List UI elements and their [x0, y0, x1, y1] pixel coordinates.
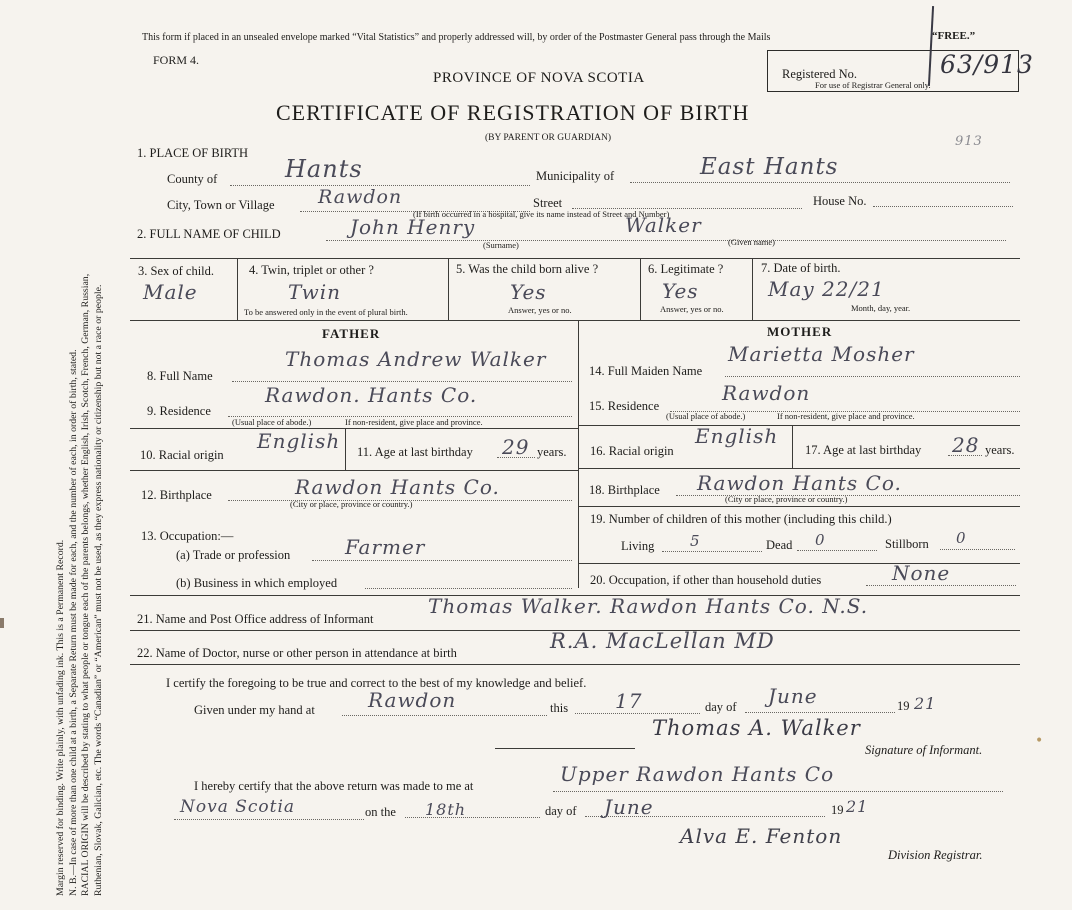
twin-value: Twin: [288, 280, 342, 304]
registrar-day-value: 18th: [425, 800, 467, 819]
child-surname-value: Walker: [625, 213, 702, 237]
hospital-note: (If birth occurred in a hospital, give its name instead of Street and Number): [413, 209, 670, 219]
row-divider-bottom: [130, 320, 1020, 321]
mother-birthplace-caption: (City or place, province or country.): [725, 494, 848, 504]
mother-residence-value: Rawdon: [722, 381, 811, 405]
free-label: “FREE.”: [932, 30, 976, 42]
informant-label: 21. Name and Post Office address of Informant: [137, 612, 374, 626]
day-of-label-2: day of: [545, 804, 577, 818]
given-day-line: [575, 713, 700, 714]
signature-rule-left: [495, 748, 635, 749]
signature-informant-caption: Signature of Informant.: [865, 743, 983, 757]
dead-label: Dead: [766, 538, 793, 552]
mother-occupation-value: None: [892, 561, 951, 585]
born-alive-label: 5. Was the child born alive ?: [456, 262, 599, 276]
col-divider-3: [640, 258, 641, 320]
registered-no-label: Registered No.: [782, 67, 857, 81]
street-label: Street: [533, 196, 563, 210]
city-value: Rawdon: [318, 186, 403, 208]
child-given-name-value: John Henry: [350, 215, 476, 239]
city-label: City, Town or Village: [167, 198, 275, 212]
doctor-value: R.A. MacLellan MD: [550, 629, 775, 653]
mother-age-value: 28: [952, 433, 980, 457]
trade-line: [312, 560, 572, 561]
stillborn-value: 0: [956, 529, 967, 547]
stillborn-line: [940, 549, 1015, 550]
division-registrar-caption: Division Registrar.: [888, 848, 983, 862]
mother-race-top: [578, 425, 1020, 426]
living-value: 5: [690, 532, 701, 550]
municipality-line: [630, 182, 1010, 183]
year-prefix-label-2: 19: [831, 803, 844, 817]
registrar-month-value: June: [604, 795, 654, 819]
mother-age-label: 17. Age at last birthday: [805, 443, 922, 457]
stain-mark: •: [1035, 733, 1045, 749]
business-line: [365, 588, 572, 589]
col-divider-2: [448, 258, 449, 320]
father-race-value: English: [257, 429, 341, 453]
margin-note-4: Ruthenian, Slovak, Galician, etc. The words “Canadian” or “American” must not be used, as they express nationality or citizenship but not a race or people.: [92, 284, 104, 896]
registrar-place-line-2: [174, 819, 364, 820]
mother-children-top: [578, 506, 1020, 507]
col-divider-1: [237, 258, 238, 320]
mother-occupation-label: 20. Occupation, if other than household duties: [590, 573, 822, 587]
father-name-label: 8. Full Name: [147, 369, 213, 383]
dead-line: [797, 550, 877, 551]
this-label: this: [550, 701, 569, 715]
born-alive-note: Answer, yes or no.: [508, 305, 572, 315]
house-no-label: House No.: [813, 194, 867, 208]
margin-note-2: N. B.—In case of more than one child at a birth, a Separate Return must be made for each, and the number of each, in order of birth, stated.: [67, 349, 79, 896]
informant-value: Thomas Walker. Rawdon Hants Co. N.S.: [428, 594, 869, 618]
father-birthplace-caption: (City or place, province or country.): [290, 499, 413, 509]
father-race-bottom: [130, 470, 578, 471]
given-day-value: 17: [615, 689, 643, 713]
row-divider-top: [130, 258, 1020, 259]
father-birthplace-label: 12. Birthplace: [141, 488, 212, 502]
dob-note: Month, day, year.: [851, 303, 911, 313]
mother-race-divider: [792, 425, 793, 468]
mother-heading: MOTHER: [767, 324, 833, 339]
trade-value: Farmer: [345, 535, 426, 559]
parents-divider: [578, 320, 579, 588]
on-the-label: on the: [365, 805, 396, 819]
corner-number: 913: [955, 134, 983, 149]
given-under-label: Given under my hand at: [194, 703, 315, 717]
mother-name-label: 14. Full Maiden Name: [589, 364, 703, 378]
margin-note-3: RACIAL ORIGIN will be described by stating to what people or tongue each of the parents belongs, whether English, Irish, Scotch, French, German, Russian,: [80, 273, 91, 896]
dead-value: 0: [815, 531, 826, 549]
given-year-value: 21: [914, 694, 937, 713]
given-at-line: [342, 715, 547, 716]
father-heading: FATHER: [322, 326, 381, 341]
child-name-label: 2. FULL NAME OF CHILD: [137, 227, 281, 241]
mother-occupation-line: [866, 585, 1016, 586]
mother-occupation-top: [578, 563, 1020, 564]
mother-residence-label: 15. Residence: [589, 399, 660, 413]
county-value: Hants: [285, 155, 363, 183]
father-residence-label: 9. Residence: [147, 404, 211, 418]
mother-name-line: [725, 376, 1020, 377]
registrar-certify-label: I hereby certify that the above return was made to me at: [194, 779, 474, 793]
legitimate-label: 6. Legitimate ?: [648, 262, 724, 276]
legitimate-note: Answer, yes or no.: [660, 304, 724, 314]
father-birthplace-value: Rawdon Hants Co.: [295, 475, 500, 499]
legitimate-value: Yes: [662, 279, 699, 303]
municipality-label: Municipality of: [536, 169, 615, 183]
sex-value: Male: [143, 280, 198, 304]
year-prefix-label: 19: [897, 699, 910, 713]
mother-race-bottom: [578, 468, 1020, 469]
child-name-line: [326, 240, 1006, 241]
mother-birthplace-label: 18. Birthplace: [589, 483, 660, 497]
form-number: FORM 4.: [153, 53, 200, 67]
born-alive-value: Yes: [510, 280, 547, 304]
father-age-label: 11. Age at last birthday: [357, 445, 473, 459]
mother-birthplace-value: Rawdon Hants Co.: [697, 471, 902, 495]
mother-race-label: 16. Racial origin: [590, 444, 674, 458]
certificate-subtitle: (BY PARENT OR GUARDIAN): [485, 133, 612, 143]
father-race-divider: [345, 428, 346, 470]
province-heading: PROVINCE OF NOVA SCOTIA: [433, 70, 645, 86]
father-name-line: [232, 381, 572, 382]
mother-age-unit: years.: [985, 443, 1015, 457]
father-race-top: [130, 428, 578, 429]
informant-signature: Thomas A. Walker: [652, 716, 861, 740]
sex-label: 3. Sex of child.: [138, 264, 215, 278]
dob-label: 7. Date of birth.: [761, 261, 841, 275]
margin-instructions: [55, 6, 137, 896]
house-no-line: [873, 206, 1013, 207]
father-residence-caption: (Usual place of abode.): [232, 417, 312, 427]
given-month-line: [745, 712, 895, 713]
mother-race-value: English: [695, 424, 779, 448]
registered-no-value: 63/913: [940, 50, 1034, 79]
father-age-value: 29: [502, 435, 530, 459]
living-label: Living: [621, 539, 655, 553]
registrar-place-value: Upper Rawdon Hants Co: [560, 762, 835, 786]
twin-note: To be answered only in the event of plural birth.: [244, 307, 408, 317]
father-residence-caption-2: If non-resident, give place and province.: [345, 417, 483, 427]
surname-caption: (Surname): [483, 240, 519, 250]
doctor-bottom: [130, 664, 1020, 665]
dob-value: May 22/21: [768, 277, 885, 301]
registrar-year-value: 21: [846, 797, 869, 816]
trade-label: (a) Trade or profession: [176, 548, 291, 562]
mother-residence-caption: (Usual place of abode.): [666, 411, 746, 421]
registrar-general-note: For use of Registrar General only.: [815, 80, 931, 90]
place-of-birth-label: 1. PLACE OF BIRTH: [137, 146, 249, 160]
mother-residence-caption-2: If non-resident, give place and province.: [777, 411, 915, 421]
edge-mark: [0, 618, 4, 628]
day-of-label: day of: [705, 700, 737, 714]
certificate-title: CERTIFICATE OF REGISTRATION OF BIRTH: [276, 100, 750, 125]
business-label: (b) Business in which employed: [176, 576, 338, 590]
registrar-signature: Alva E. Fenton: [680, 824, 843, 848]
father-occupation-label: 13. Occupation:—: [141, 529, 234, 543]
father-residence-value: Rawdon. Hants Co.: [265, 383, 478, 407]
living-line: [662, 551, 762, 552]
margin-note-1: Margin reserved for binding. Write plainly, with unfading ink. This is a Permanent Record.: [55, 539, 66, 896]
col-divider-4: [752, 258, 753, 320]
municipality-value: East Hants: [700, 154, 839, 180]
children-count-label: 19. Number of children of this mother (including this child.): [590, 512, 892, 526]
certify-statement: I certify the foregoing to be true and correct to the best of my knowledge and belief.: [166, 676, 587, 690]
given-at-value: Rawdon: [368, 688, 457, 712]
father-age-unit: years.: [537, 445, 567, 459]
mother-name-value: Marietta Mosher: [728, 342, 915, 366]
father-race-label: 10. Racial origin: [140, 448, 224, 462]
registrar-place-value-2: Nova Scotia: [180, 797, 296, 817]
registrar-place-line: [553, 791, 1003, 792]
stillborn-label: Stillborn: [885, 537, 929, 551]
given-month-value: June: [768, 684, 818, 708]
given-name-caption: (Given name): [728, 237, 775, 247]
twin-label: 4. Twin, triplet or other ?: [249, 263, 374, 277]
county-label: County of: [167, 172, 218, 186]
mail-notice: This form if placed in an unsealed envelope marked “Vital Statistics” and properly addressed will, by order of the Postmaster General pass through the Mails: [142, 32, 771, 43]
doctor-label: 22. Name of Doctor, nurse or other person in attendance at birth: [137, 646, 457, 660]
father-name-value: Thomas Andrew Walker: [285, 347, 547, 371]
